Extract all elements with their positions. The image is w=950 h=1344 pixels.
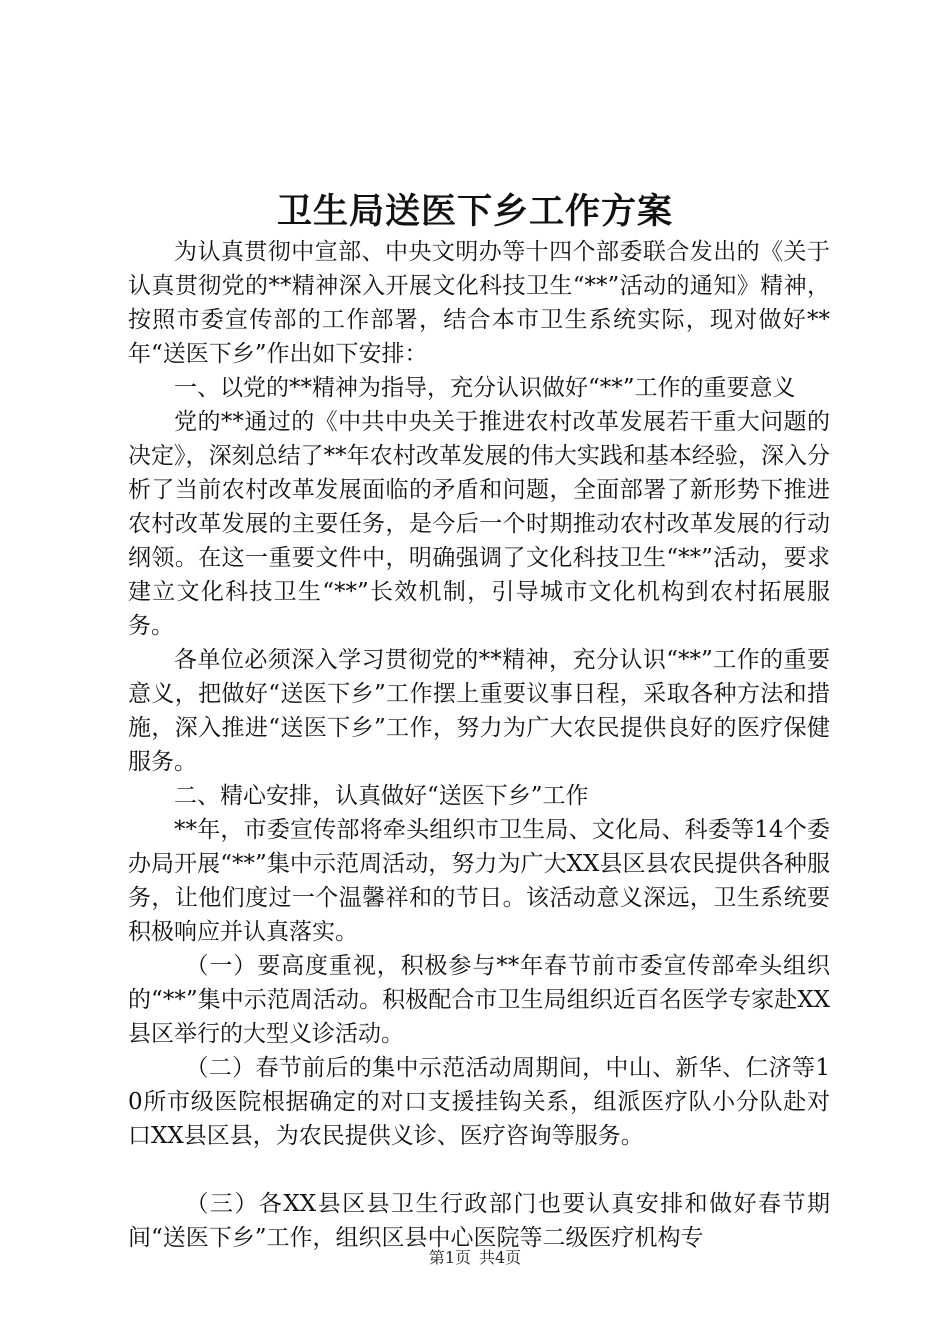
page-number: 第1页	[428, 1248, 471, 1267]
body-paragraph: 党的**通过的《中共中央关于推进农村改革发展若干重大问题的决定》，深刻总结了**年农村改革发展的伟大实践和基本经验，深入分析了当前农村改革发展面临的矛盾和问题，全面部署了新形势下推进农村改革发展的主要任务，是今后一个时期推动农村改革发展的行动纲领。在这一重要文件中，明确强调了文化科技卫生“**”活动，要求建立文化科技卫生“**”长效机制，引导城市文化机构到农村拓展服务。	[128, 409, 830, 639]
document-title: 卫生局送医下乡工作方案	[276, 191, 673, 232]
section-heading-1: 一、以党的**精神为指导，充分认识做好“**”工作的重要意义	[174, 375, 796, 401]
list-item-3: （三）各XX县区县卫生行政部门也要认真安排和做好春节期间“送医下乡”工作，组织区县中心医院等二级医疗机构专	[128, 1191, 830, 1251]
body-paragraph: **年，市委宣传部将牵头组织市卫生局、文化局、科委等14个委办局开展“**”集中示范周活动，努力为广大XX县区县农民提供各种服务，让他们度过一个温馨祥和的节日。该活动意义深远，卫生系统要积极响应并认真落实。	[128, 817, 830, 945]
list-item-1: （一）要高度重视，积极参与**年春节前市委宣传部牵头组织的“**”集中示范周活动。积极配合市卫生局组织近百名医学专家赴XX县区举行的大型义诊活动。	[128, 953, 830, 1047]
section-heading-2: 二、精心安排，认真做好“送医下乡”工作	[174, 783, 589, 809]
page-footer	[0, 1245, 950, 1268]
body-paragraph: 各单位必须深入学习贯彻党的**精神，充分认识“**”工作的重要意义，把做好“送医下乡”工作摆上重要议事日程，采取各种方法和措施，深入推进“送医下乡”工作，努力为广大农民提供良好的医疗保健服务。	[128, 647, 830, 775]
list-item-2: （二）春节前后的集中示范活动周期间，中山、新华、仁济等10所市级医院根据确定的对口支援挂钩关系，组派医疗队小分队赴对口XX县区县，为农民提供义诊、医疗咨询等服务。	[128, 1055, 830, 1149]
page-total: 共4页	[479, 1248, 522, 1267]
document-body	[128, 235, 830, 1255]
intro-paragraph: 为认真贯彻中宣部、中央文明办等十四个部委联合发出的《关于认真贯彻党的**精神深入开展文化科技卫生“**”活动的通知》精神，按照市委宣传部的工作部署，结合本市卫生系统实际，现对做好**年“送医下乡”作出如下安排：	[128, 239, 830, 367]
